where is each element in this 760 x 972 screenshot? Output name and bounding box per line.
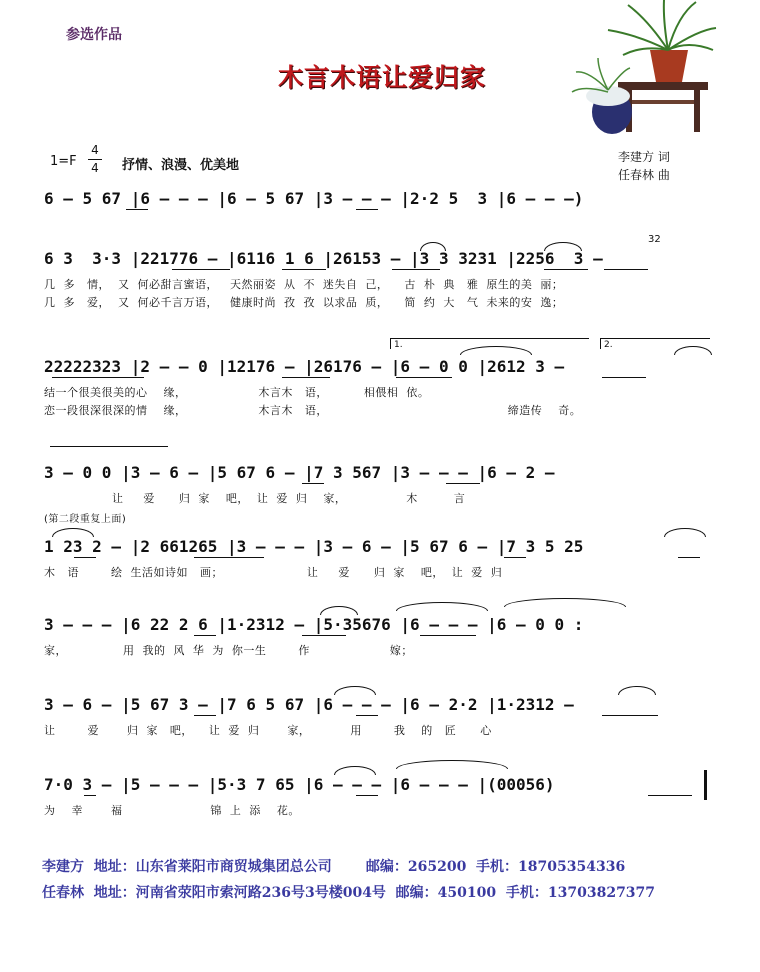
- lyrics-row-2-verse-1: 几 多 情， 又 何必甜言蜜语， 天然丽姿 从 不 迷失自 己， 古 朴 典 雅 原生的美 丽；: [44, 278, 564, 291]
- notes-row-5: 1 23 2 – |2 661265 |3 – – – |3 – 6 – |5 67 6 – |7 3 5 25: [44, 537, 584, 556]
- notes-row-1: 6 – 5 67 |6 – – – |6 – 5 67 |3 – – – |2·2 5 3 |6 – – –): [44, 189, 584, 208]
- potted-plant-illustration: [568, 0, 718, 138]
- composer-credit: 任春林 曲: [618, 168, 670, 182]
- volta-second-ending: 2.: [600, 338, 710, 349]
- score-row-8: [44, 774, 712, 818]
- lyrics-row-6: 家， 用 我的 风 华 为 你一生 作 嫁；: [44, 644, 413, 657]
- score-row-7: [44, 694, 712, 738]
- footer-contact-lyricist: 李建方 地址：山东省莱阳市商贸城集团总公司 邮编：265200 手机：18705354336: [42, 859, 626, 875]
- repeat-note: (第二段重复上面): [44, 514, 127, 525]
- score-row-4: [44, 462, 712, 525]
- final-barline: [704, 770, 707, 800]
- notes-row-8: 7·0 3 – |5 – – – |5·3 7 65 |6 – – – |6 – – – |(00056): [44, 775, 555, 794]
- score-row-6: [44, 614, 712, 658]
- score-row-5: [44, 536, 712, 580]
- entry-tag: 参选作品: [66, 27, 122, 43]
- time-signature-top: 4: [91, 143, 99, 157]
- lyrics-row-8: 为 幸 福 锦 上 添 花。: [44, 804, 300, 817]
- lyricist-credit: 李建方 词: [618, 150, 670, 164]
- notes-row-7: 3 – 6 – |5 67 3 – |7 6 5 67 |6 – – – |6 – 2·2 |1·2312 –: [44, 695, 574, 714]
- volta-first-ending: 1.: [390, 338, 589, 349]
- key-signature: 1=F: [50, 154, 77, 169]
- time-signature: [88, 142, 102, 177]
- lyrics-row-2-verse-2: 几 多 爱， 又 何必千言万语， 健康时尚 孜 孜 以求品 质， 简 约 大 气 未来的安 逸；: [44, 296, 564, 309]
- lyrics-row-4: 让 爱 归 家 吧， 让 爱 归 家， 木 言: [44, 492, 466, 505]
- notes-row-6: 3 – – – |6 22 2 6 |1·2312 – |5·35676 |6 – – – |6 – 0 0 :: [44, 615, 584, 634]
- grace-notes: 32: [648, 234, 661, 245]
- footer-contact-composer: 任春林 地址：河南省荥阳市索河路236号3号楼004号 邮编：450100 手机：13703827377: [42, 885, 656, 901]
- time-signature-bottom: 4: [88, 159, 102, 177]
- lyrics-row-3-verse-2: 恋一段很深很深的情 缘， 木言木 语， 缔造传 奇。: [44, 404, 582, 417]
- notes-row-4: 3 – 0 0 |3 – 6 – |5 67 6 – |7 3 567 |3 – – – |6 – 2 –: [44, 463, 555, 482]
- notes-row-2: 6 3 3·3 |221776 – |6116 1 6 |26153 – |3 3 3231 |2256 3 –: [44, 249, 603, 268]
- score-row-3: [44, 356, 712, 418]
- lyrics-row-7: 让 爱 归 家 吧， 让 爱 归 家， 用 我 的 匠 心: [44, 724, 492, 737]
- score-row-1: [44, 188, 712, 210]
- lyrics-row-3-verse-1: 结一个很美很美的心 缘， 木言木 语， 相偎相 依。: [44, 386, 538, 399]
- lyrics-row-5: 木 语 绘 生活如诗如 画； 让 爱 归 家 吧， 让 爱 归: [44, 566, 503, 579]
- tempo-marking: 抒情、浪漫、优美地: [122, 158, 240, 173]
- volta-continuation: [50, 446, 168, 447]
- score-row-2: [44, 234, 712, 310]
- notes-row-3: 22222323 |2 – – 0 |12176 – |26176 – |6 – 0 0 |2612 3 –: [44, 357, 565, 376]
- song-title: 木言木语让爱归家: [278, 63, 487, 92]
